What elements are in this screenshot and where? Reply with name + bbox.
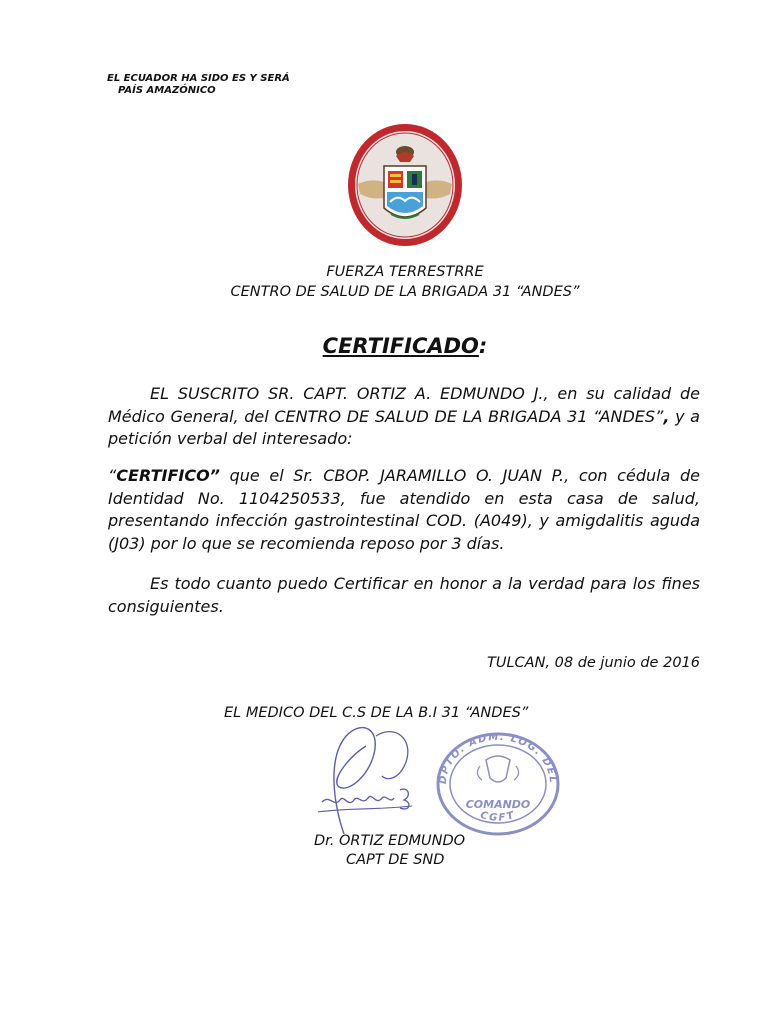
stamp-center-text: COMANDO [465,798,531,811]
official-stamp-icon [434,730,562,838]
motto-line-1: EL ECUADOR HA SIDO ES Y SERÁ [107,73,290,84]
paragraph-1-comma: , [663,406,670,426]
motto-line-2: PAÍS AMAZÓNICO [118,85,216,96]
paragraph-3: Es todo cuanto puedo Certificar en honor a la verdad para los fines consiguientes. [108,574,700,616]
paragraph-1-intro: EL SUSCRITO SR. CAPT. ORTIZ A. EDMUNDO J., en su calidad de Médico General, del CENTRO DE SALUD DE LA BRIGADA 31 “ANDES” [108,384,700,426]
document-title [0,334,768,358]
medico-line: EL MEDICO DEL C.S DE LA B.I 31 “ANDES” [224,705,529,721]
stamp-top-text: DPTO. ADM. LOG. DEL [437,731,559,785]
paragraph-1 [108,383,700,451]
title-text: CERTIFICADO [322,334,479,358]
header-line-1: FUERZA TERRESTRRE [326,264,484,280]
handwritten-signature [316,716,428,840]
paragraph-2-open-quote: “ [108,466,117,485]
doctor-rank: CAPT DE SND [346,852,445,868]
motto [107,73,290,97]
svg-text:CGFT [479,810,517,824]
doctor-signature-block [314,832,465,870]
paragraph-2-text: que el Sr. CBOP. JARAMILLO O. JUAN P., con cédula de Identidad No. 1104250533, fue atendido en esta casa de salud, presentando infección gastrointestinal COD. (A049), y amigdalitis aguda (J03) por lo que se recomienda reposo por 3 días. [108,466,700,553]
date-line: TULCAN, 08 de junio de 2016 [486,655,700,671]
brigade-crest-icon [346,122,464,248]
paragraph-2-keyword: CERTIFICO” [116,466,220,485]
doctor-name: Dr. ORTIZ EDMUNDO [314,833,466,849]
header-line-2: CENTRO DE SALUD DE LA BRIGADA 31 “ANDES” [230,284,580,300]
svg-text:DPTO. ADM. LOG. DEL [438,732,558,785]
institution-header [0,262,768,302]
paragraph-1-rest: y a petición verbal del interesado: [108,406,700,448]
paragraph-2 [108,465,700,555]
stamp-bottom-text: CGFT [478,809,518,824]
title-colon: : [478,334,488,358]
